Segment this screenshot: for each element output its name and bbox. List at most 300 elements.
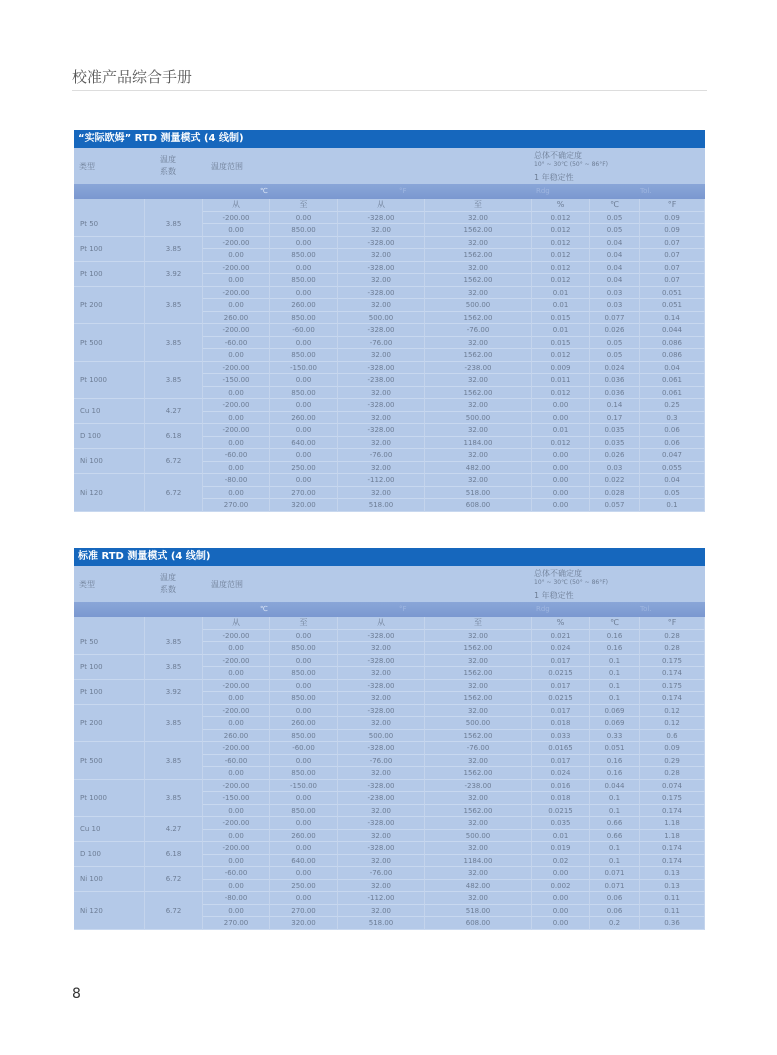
cell-value: 0.13 [640, 880, 705, 893]
cell-value: 850.00 [270, 349, 338, 362]
band-tolerance: Tol. [640, 605, 652, 613]
cell-value: 0.06 [640, 437, 705, 450]
cell-value: 0.07 [640, 262, 705, 275]
cell-value: 0.00 [203, 855, 270, 868]
cell-value: 0.175 [640, 792, 705, 805]
standard-rtd-table [74, 548, 705, 930]
coefficient-label: 6.18 [165, 432, 182, 440]
cell-value: 850.00 [270, 312, 338, 325]
cell-value: -328.00 [338, 780, 425, 793]
temp-coefficient [145, 262, 203, 278]
table-row [74, 892, 705, 905]
table-row [74, 287, 705, 300]
cell-value: 0.11 [640, 905, 705, 918]
temp-coefficient [145, 742, 203, 755]
sensor-type [74, 680, 145, 696]
sensor-type [74, 324, 145, 337]
cell-value: 0.00 [270, 680, 338, 693]
temp-coefficient [145, 212, 203, 228]
cell-value: 32.00 [338, 642, 425, 655]
stability-header: 1 年稳定性 [534, 591, 574, 600]
cell-value: 32.00 [338, 717, 425, 730]
cell-value: 1562.00 [425, 667, 532, 680]
table-row [74, 337, 705, 350]
cell-value: 0.00 [532, 449, 590, 462]
cell-value: -328.00 [338, 212, 425, 225]
cell-value: 0.07 [640, 249, 705, 262]
subheader-deg_f: °F [640, 199, 705, 212]
cell-value: 0.04 [640, 362, 705, 375]
sensor-type-label: Pt 100 [80, 244, 103, 253]
table-row [74, 299, 705, 312]
cell-value: 0.175 [640, 680, 705, 693]
cell-value: 0.017 [532, 680, 590, 693]
cell-value: 0.012 [532, 249, 590, 262]
band-celsius: ℃ [260, 605, 268, 613]
cell-value: 320.00 [270, 917, 338, 930]
cell-value: 32.00 [338, 487, 425, 500]
cell-value: 260.00 [270, 830, 338, 843]
cell-value: -328.00 [338, 742, 425, 755]
cell-value: 518.00 [338, 917, 425, 930]
uncertainty-header: 总体不确定度 [534, 151, 582, 160]
cell-value: 0.07 [640, 237, 705, 250]
cell-value: 0.069 [590, 717, 640, 730]
cell-value: 32.00 [338, 299, 425, 312]
cell-value: 0.00 [203, 767, 270, 780]
cell-value: 0.04 [590, 237, 640, 250]
temp-coefficient [145, 424, 203, 440]
sensor-type-label: D 100 [80, 850, 101, 858]
cell-value: 0.044 [640, 324, 705, 337]
coefficient-label: 3.85 [165, 662, 182, 671]
temp-coefficient [145, 792, 203, 805]
cell-value: 0.00 [270, 705, 338, 718]
cell-value: 32.00 [425, 262, 532, 275]
cell-value: 0.66 [590, 830, 640, 843]
coefficient-label: 3.92 [165, 269, 182, 278]
cell-value: 32.00 [425, 680, 532, 693]
cell-value: 0.051 [640, 287, 705, 300]
cell-value: -150.00 [203, 792, 270, 805]
cell-value: 0.017 [532, 655, 590, 668]
cell-value: 1562.00 [425, 387, 532, 400]
cell-value: 0.0215 [532, 805, 590, 818]
sensor-type-label: Pt 100 [80, 269, 103, 278]
temp-coefficient [145, 237, 203, 253]
temp-coefficient [145, 362, 203, 375]
temp-coefficient [145, 499, 203, 512]
cell-value: 0.00 [270, 474, 338, 487]
cell-value: 482.00 [425, 462, 532, 475]
cell-value: 0.061 [640, 387, 705, 400]
cell-value: 0.00 [532, 487, 590, 500]
cell-value: 0.28 [640, 630, 705, 643]
page-number: 8 [72, 986, 81, 1002]
cell-value: 0.07 [640, 274, 705, 287]
cell-value: 0.069 [590, 705, 640, 718]
cell-value: 0.0215 [532, 692, 590, 705]
cell-value: 0.00 [203, 412, 270, 425]
coefficient-label: 3.85 [165, 376, 182, 384]
temp-coefficient [145, 399, 203, 415]
sensor-type-label: Pt 1000 [80, 376, 108, 384]
temp-coefficient [145, 312, 203, 325]
cell-value: 850.00 [270, 249, 338, 262]
cell-value: 0.00 [270, 842, 338, 855]
cell-value: 1562.00 [425, 642, 532, 655]
table-row [74, 374, 705, 387]
cell-value: 32.00 [338, 767, 425, 780]
sensor-type [74, 767, 145, 780]
sensor-type [74, 742, 145, 755]
cell-value: 0.00 [203, 387, 270, 400]
cell-value: 850.00 [270, 642, 338, 655]
cell-value: 32.00 [425, 817, 532, 830]
cell-value: 0.05 [590, 337, 640, 350]
cell-value: 1562.00 [425, 767, 532, 780]
temp-coefficient [145, 755, 203, 768]
cell-value: 0.016 [532, 780, 590, 793]
cell-value: -60.00 [203, 755, 270, 768]
sensor-type-label: Pt 200 [80, 719, 103, 727]
temp-coefficient [145, 892, 203, 905]
cell-value: 0.1 [590, 680, 640, 693]
cell-value: 0.00 [270, 374, 338, 387]
cell-value: 0.036 [590, 387, 640, 400]
unit-band [74, 184, 705, 199]
table-row [74, 717, 705, 730]
sensor-type-label: Cu 10 [80, 407, 101, 415]
cell-value: 0.00 [203, 462, 270, 475]
table-row [74, 262, 705, 278]
cell-value: 0.06 [590, 905, 640, 918]
cell-value: 0.047 [640, 449, 705, 462]
sensor-type [74, 349, 145, 362]
cell-value: 260.00 [203, 312, 270, 325]
table-row [74, 917, 705, 930]
sensor-type [74, 449, 145, 465]
cell-value: 0.00 [270, 399, 338, 412]
subheader-deg_c: ℃ [590, 617, 640, 630]
cell-value: 1.18 [640, 817, 705, 830]
stability-header: 1 年稳定性 [534, 173, 574, 182]
cell-value: 0.03 [590, 462, 640, 475]
cell-value: 0.174 [640, 667, 705, 680]
cell-value: 0.012 [532, 237, 590, 250]
cell-value: 32.00 [425, 892, 532, 905]
cell-value: -200.00 [203, 262, 270, 275]
cell-value: 0.04 [590, 274, 640, 287]
cell-value: 850.00 [270, 274, 338, 287]
cell-value: 0.077 [590, 312, 640, 325]
cell-value: 608.00 [425, 917, 532, 930]
cell-value: 32.00 [425, 630, 532, 643]
cell-value: 32.00 [338, 349, 425, 362]
coefficient-label: 3.85 [165, 244, 182, 253]
type-header: 类型 [79, 580, 95, 589]
cell-value: 0.017 [532, 705, 590, 718]
temp-coefficient [145, 449, 203, 465]
cell-value: 500.00 [338, 312, 425, 325]
table-row [74, 237, 705, 253]
cell-value: 0.11 [640, 892, 705, 905]
cell-value: 0.00 [270, 262, 338, 275]
sensor-type [74, 212, 145, 228]
sensor-type [74, 312, 145, 325]
cell-value: -200.00 [203, 842, 270, 855]
cell-value: 0.00 [532, 917, 590, 930]
subheader-empty [145, 617, 203, 630]
cell-value: 32.00 [425, 655, 532, 668]
cell-value: -328.00 [338, 424, 425, 437]
table-row [74, 792, 705, 805]
sensor-type [74, 867, 145, 883]
sensor-type [74, 387, 145, 400]
cell-value: -200.00 [203, 237, 270, 250]
cell-value: 0.6 [640, 730, 705, 743]
cell-value: 0.00 [203, 805, 270, 818]
cell-value: 0.3 [640, 412, 705, 425]
cell-value: 0.00 [203, 830, 270, 843]
cell-value: -150.00 [203, 374, 270, 387]
title-divider [72, 90, 707, 91]
temp-coefficient [145, 905, 203, 918]
sensor-type [74, 362, 145, 375]
cell-value: 0.019 [532, 842, 590, 855]
cell-value: -200.00 [203, 212, 270, 225]
cell-value: 0.00 [203, 667, 270, 680]
cell-value: -200.00 [203, 362, 270, 375]
sensor-type [74, 399, 145, 415]
cell-value: 0.033 [532, 730, 590, 743]
subheader-from: 从 [203, 199, 270, 212]
table-row [74, 755, 705, 768]
cell-value: 0.36 [640, 917, 705, 930]
coef-header-line2: 系数 [160, 585, 176, 594]
cell-value: 850.00 [270, 692, 338, 705]
subheader-empty [74, 617, 145, 630]
cell-value: -200.00 [203, 324, 270, 337]
cell-value: 0.04 [590, 249, 640, 262]
cell-value: 0.00 [270, 817, 338, 830]
cell-value: 0.00 [532, 462, 590, 475]
sensor-type-label: Pt 200 [80, 301, 103, 309]
cell-value: 0.00 [532, 399, 590, 412]
table-row [74, 324, 705, 337]
cell-value: 32.00 [425, 449, 532, 462]
cell-value: 0.05 [640, 487, 705, 500]
cell-value: -60.00 [203, 449, 270, 462]
cell-value: -328.00 [338, 705, 425, 718]
cell-value: 0.028 [590, 487, 640, 500]
table-row [74, 705, 705, 718]
coef-header-line2: 系数 [160, 167, 176, 176]
band-reading: Rdg [536, 187, 550, 195]
cell-value: 1562.00 [425, 274, 532, 287]
cell-value: 0.00 [203, 299, 270, 312]
table-header [74, 148, 705, 184]
sensor-type [74, 730, 145, 743]
cell-value: -200.00 [203, 287, 270, 300]
cell-value: 0.036 [590, 374, 640, 387]
cell-value: 32.00 [338, 692, 425, 705]
cell-value: 32.00 [425, 792, 532, 805]
cell-value: 320.00 [270, 499, 338, 512]
cell-value: 0.06 [590, 892, 640, 905]
cell-value: 0.04 [640, 474, 705, 487]
cell-value: 0.035 [590, 424, 640, 437]
cell-value: 0.14 [640, 312, 705, 325]
cell-value: 32.00 [425, 842, 532, 855]
cell-value: 0.018 [532, 792, 590, 805]
cell-value: 518.00 [338, 499, 425, 512]
cell-value: 32.00 [338, 274, 425, 287]
sensor-type [74, 792, 145, 805]
cell-value: 0.00 [532, 867, 590, 880]
temp-coefficient [145, 374, 203, 387]
temp-coefficient [145, 337, 203, 350]
sensor-type [74, 892, 145, 905]
cell-value: 0.174 [640, 842, 705, 855]
coefficient-label: 6.72 [165, 875, 182, 883]
temp-coefficient [145, 655, 203, 671]
cell-value: 1562.00 [425, 730, 532, 743]
cell-value: 500.00 [425, 299, 532, 312]
cell-value: 0.011 [532, 374, 590, 387]
cell-value: 0.09 [640, 742, 705, 755]
cell-value: 0.00 [270, 755, 338, 768]
cell-value: 0.03 [590, 299, 640, 312]
temp-coefficient [145, 487, 203, 500]
cell-value: 0.035 [532, 817, 590, 830]
sensor-type [74, 299, 145, 312]
table-row [74, 742, 705, 755]
cell-value: 0.16 [590, 755, 640, 768]
cell-value: 0.05 [590, 224, 640, 237]
cell-value: 0.04 [590, 262, 640, 275]
cell-value: 0.086 [640, 337, 705, 350]
subheader-from: 从 [203, 617, 270, 630]
coef-header-line1: 温度 [160, 155, 176, 164]
temp-coefficient [145, 287, 203, 300]
cell-value: 518.00 [425, 905, 532, 918]
cell-value: 32.00 [338, 249, 425, 262]
coefficient-label: 6.72 [165, 906, 182, 915]
cell-value: 0.012 [532, 387, 590, 400]
sensor-type [74, 655, 145, 671]
cell-value: 0.012 [532, 224, 590, 237]
cell-value: 0.01 [532, 299, 590, 312]
cell-value: -112.00 [338, 474, 425, 487]
cell-value: 0.061 [640, 374, 705, 387]
condition-note: 10° ~ 30℃ (50° ~ 86°F) [534, 579, 609, 586]
table-row [74, 424, 705, 440]
sensor-type-label: Ni 120 [80, 488, 103, 497]
subheader-to: 至 [270, 199, 338, 212]
cell-value: 0.28 [640, 767, 705, 780]
table-row [74, 487, 705, 500]
cell-value: 32.00 [425, 755, 532, 768]
cell-value: 32.00 [338, 830, 425, 843]
sensor-type-label: Ni 100 [80, 457, 103, 465]
cell-value: 0.012 [532, 262, 590, 275]
temp-coefficient [145, 299, 203, 312]
cell-value: 850.00 [270, 667, 338, 680]
subheader-pct: % [532, 199, 590, 212]
cell-value: 850.00 [270, 387, 338, 400]
cell-value: -76.00 [425, 324, 532, 337]
cell-value: -80.00 [203, 892, 270, 905]
table-row [74, 680, 705, 696]
table-header [74, 566, 705, 602]
cell-value: 0.022 [590, 474, 640, 487]
cell-value: 260.00 [270, 717, 338, 730]
temp-coefficient [145, 630, 203, 646]
condition-note: 10° ~ 30℃ (50° ~ 86°F) [534, 161, 609, 168]
cell-value: 0.02 [532, 855, 590, 868]
cell-value: -60.00 [203, 337, 270, 350]
cell-value: 0.1 [590, 667, 640, 680]
cell-value: -76.00 [425, 742, 532, 755]
cell-value: 1184.00 [425, 855, 532, 868]
cell-value: -328.00 [338, 262, 425, 275]
cell-value: 0.00 [532, 474, 590, 487]
temp-coefficient [145, 767, 203, 780]
cell-value: 260.00 [270, 412, 338, 425]
cell-value: 0.1 [590, 655, 640, 668]
cell-value: 0.00 [203, 224, 270, 237]
cell-value: -76.00 [338, 867, 425, 880]
cell-value: 0.06 [640, 424, 705, 437]
cell-value: -60.00 [270, 324, 338, 337]
cell-value: 0.009 [532, 362, 590, 375]
cell-value: 1.18 [640, 830, 705, 843]
cell-value: 0.00 [270, 237, 338, 250]
subheader-empty [145, 199, 203, 212]
cell-value: 0.13 [640, 867, 705, 880]
cell-value: 32.00 [425, 287, 532, 300]
cell-value: 0.071 [590, 867, 640, 880]
cell-value: 0.044 [590, 780, 640, 793]
cell-value: 0.086 [640, 349, 705, 362]
cell-value: 0.00 [270, 867, 338, 880]
cell-value: 0.05 [590, 212, 640, 225]
cell-value: 0.012 [532, 274, 590, 287]
cell-value: 0.026 [590, 449, 640, 462]
cell-value: 0.00 [203, 717, 270, 730]
cell-value: 0.01 [532, 324, 590, 337]
table-row [74, 805, 705, 818]
cell-value: 850.00 [270, 767, 338, 780]
temp-coefficient [145, 805, 203, 818]
cell-value: -200.00 [203, 655, 270, 668]
cell-value: 0.055 [640, 462, 705, 475]
cell-value: 0.00 [270, 212, 338, 225]
table-row [74, 867, 705, 883]
cell-value: -112.00 [338, 892, 425, 905]
cell-value: -200.00 [203, 817, 270, 830]
unit-band [74, 602, 705, 617]
sensor-type-label: D 100 [80, 432, 101, 440]
sensor-type [74, 705, 145, 718]
cell-value: -200.00 [203, 680, 270, 693]
uncertainty-header: 总体不确定度 [534, 569, 582, 578]
cell-value: 270.00 [270, 487, 338, 500]
cell-value: 0.00 [203, 349, 270, 362]
cell-value: 0.28 [640, 642, 705, 655]
cell-value: 0.012 [532, 437, 590, 450]
